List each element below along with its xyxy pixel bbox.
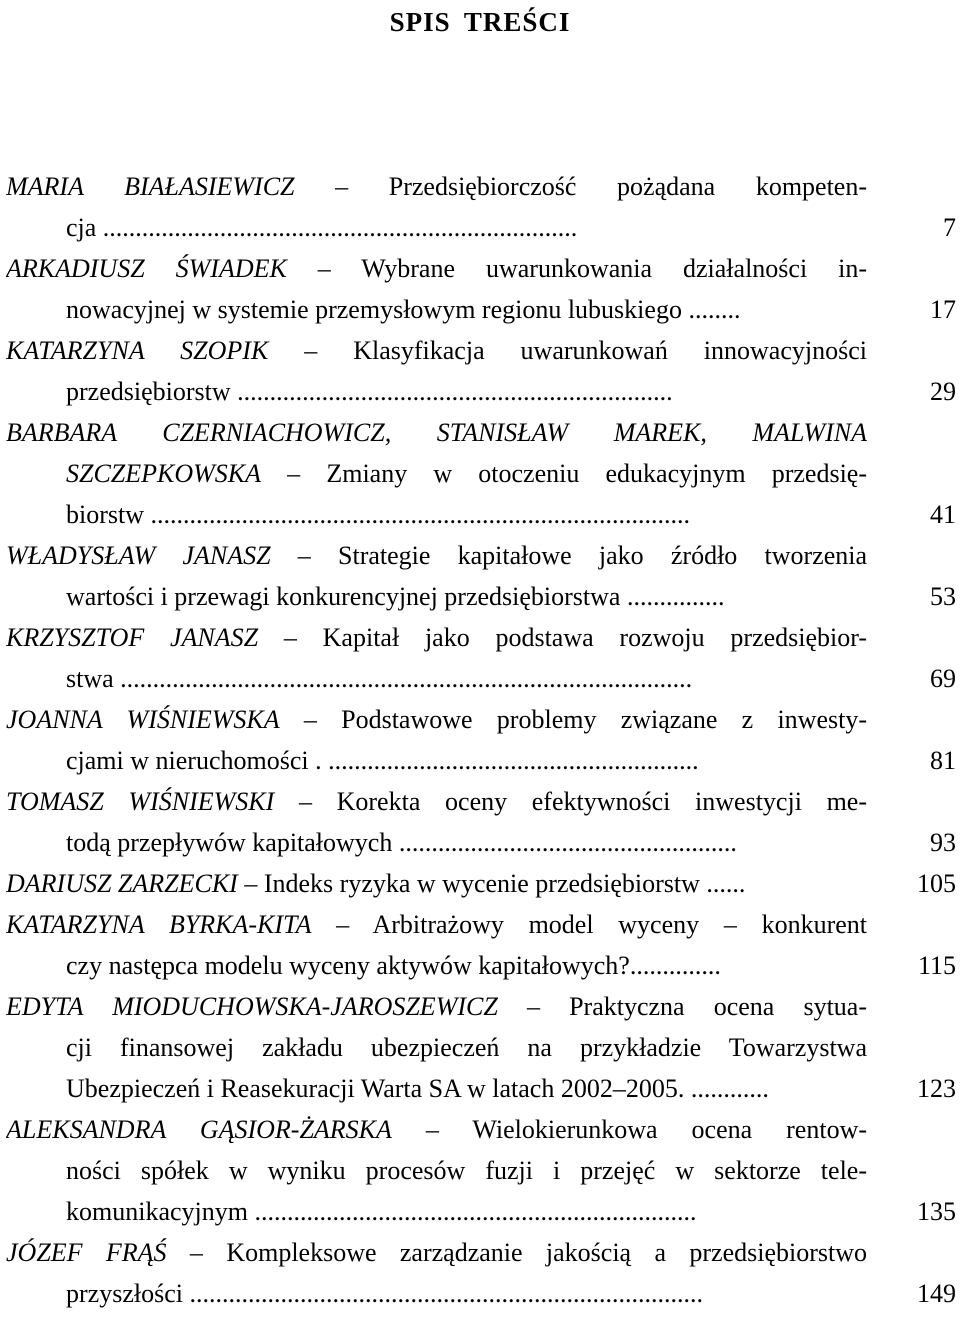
toc-entry-line: [0, 453, 960, 494]
toc-page-number: 93: [930, 828, 956, 857]
toc-dash: –: [258, 623, 323, 652]
toc-entry-line: [0, 207, 960, 248]
toc-dash: –: [497, 992, 570, 1021]
toc-page-number: 123: [917, 1074, 956, 1103]
toc-title-continuation: stwa ........................................................................................: [66, 664, 693, 693]
toc-author: KATARZYNA BYRKA-KITA: [6, 910, 312, 939]
toc-title-continuation: biorstw ...................................................................................: [66, 500, 690, 529]
toc-page-number: 41: [930, 500, 956, 529]
toc-dash: –: [294, 172, 389, 201]
toc-entry-line: [0, 945, 960, 986]
toc-author: BARBARA CZERNIACHOWICZ, STANISŁAW MAREK, MALWINA: [6, 418, 867, 447]
toc-entry-line: [0, 1068, 960, 1109]
toc-title-continuation: przedsiębiorstw ...................................................................: [66, 377, 673, 406]
toc-entry-line: [0, 1150, 960, 1191]
toc-title: Wybrane uwarunkowania działalności in-: [361, 254, 867, 283]
toc-title: Strategie kapitałowe jako źródło tworzenia: [338, 541, 867, 570]
toc-entry-line: [0, 1027, 960, 1068]
toc-title-continuation: cji finansowej zakładu ubezpieczeń na przykładzie Towarzystwa: [66, 1033, 867, 1062]
toc-entry-line: [0, 576, 960, 617]
toc-entry-line: [0, 1109, 960, 1150]
toc-author: MARIA BIAŁASIEWICZ: [6, 172, 295, 201]
toc-author: ALEKSANDRA GĄSIOR-ŻARSKA: [6, 1115, 392, 1144]
toc-page-number: 81: [930, 746, 956, 775]
toc-title-continuation: przyszłości ...............................................................................: [66, 1279, 703, 1308]
toc-title: Zmiany w otoczeniu edukacyjnym przedsię-: [326, 459, 867, 488]
toc-entry-line: [0, 740, 960, 781]
toc-entry-line: [0, 658, 960, 699]
toc-dash: –: [270, 541, 339, 570]
table-of-contents: [0, 166, 960, 1314]
toc-title-continuation: Ubezpieczeń i Reasekuracji Warta SA w latach 2002–2005. ............: [66, 1074, 769, 1103]
toc-page-number: 53: [930, 582, 956, 611]
toc-title-continuation: wartości i przewagi konkurencyjnej przedsiębiorstwa ...............: [66, 582, 725, 611]
page-title: SPIS TREŚCI: [389, 7, 571, 37]
toc-title: Korekta oceny efektywności inwestycji me-: [336, 787, 867, 816]
toc-dash: –: [286, 254, 362, 283]
toc-author: KRZYSZTOF JANASZ: [6, 623, 259, 652]
toc-page-number: 17: [930, 295, 956, 324]
toc-page-number: 105: [917, 869, 956, 898]
toc-entry-line: [0, 248, 960, 289]
toc-entry-line: [0, 1273, 960, 1314]
toc-dash: –: [261, 459, 327, 488]
toc-title-continuation: ności spółek w wyniku procesów fuzji i przejęć w sektorze tele-: [66, 1156, 867, 1185]
toc-title: Kompleksowe zarządzanie jakością a przedsiębiorstwo: [226, 1238, 867, 1267]
toc-page-number: 149: [917, 1279, 956, 1308]
toc-author: KATARZYNA SZOPIK: [6, 336, 269, 365]
toc-title: Przedsiębiorczość pożądana kompeten-: [388, 172, 867, 201]
toc-entry-line: [0, 371, 960, 412]
toc-title-continuation: cja .........................................................................: [66, 213, 578, 242]
toc-entry-line: [0, 412, 960, 453]
toc-entry-line: [0, 1232, 960, 1273]
toc-page-number: 115: [917, 951, 956, 980]
toc-entry-line: [0, 166, 960, 207]
toc-title: Arbitrażowy model wyceny – konkurent: [372, 910, 867, 939]
toc-dash: –: [166, 1238, 227, 1267]
toc-title: Indeks ryzyka w wycenie przedsiębiorstw ......: [263, 869, 746, 898]
toc-title-continuation: czy następca modelu wyceny aktywów kapitałowych?..............: [66, 951, 721, 980]
toc-entry-line: [0, 1191, 960, 1232]
toc-page-number: 135: [917, 1197, 956, 1226]
toc-entry-line: [0, 904, 960, 945]
toc-dash: –: [311, 910, 373, 939]
toc-author: SZCZEPKOWSKA: [66, 459, 262, 488]
toc-title-continuation: nowacyjnej w systemie przemysłowym regionu lubuskiego ........: [66, 295, 741, 324]
toc-title: Podstawowe problemy związane z inwesty-: [341, 705, 867, 734]
toc-title-continuation: cjami w nieruchomości . .........................................................: [66, 746, 699, 775]
toc-author: TOMASZ WIŚNIEWSKI: [6, 787, 275, 816]
toc-author: JÓZEF FRĄŚ: [6, 1238, 167, 1267]
toc-entry-line: [0, 289, 960, 330]
toc-author: DARIUSZ ZARZECKI: [6, 869, 238, 898]
toc-entry-line: [0, 494, 960, 535]
toc-title: Klasyfikacja uwarunkowań innowacyjności: [353, 336, 867, 365]
toc-dash: –: [237, 869, 264, 898]
toc-author: ARKADIUSZ ŚWIADEK: [6, 254, 287, 283]
toc-author: EDYTA MIODUCHOWSKA-JAROSZEWICZ: [6, 992, 498, 1021]
toc-title-continuation: todą przepływów kapitałowych ....................................................: [66, 828, 737, 857]
toc-dash: –: [274, 787, 337, 816]
toc-title: Kapitał jako podstawa rozwoju przedsiębior-: [322, 623, 867, 652]
toc-author: WŁADYSŁAW JANASZ: [6, 541, 271, 570]
toc-entry-line: [0, 617, 960, 658]
toc-entry-line: [0, 781, 960, 822]
toc-page-number: 29: [930, 377, 956, 406]
toc-page-number: 7: [943, 213, 956, 242]
toc-entry-line: [0, 822, 960, 863]
toc-entry-line: [0, 863, 960, 904]
toc-dash: –: [268, 336, 354, 365]
toc-author: JOANNA WIŚNIEWSKA: [6, 705, 280, 734]
toc-title-continuation: komunikacyjnym ....................................................................: [66, 1197, 697, 1226]
toc-title: Praktyczna ocena sytua-: [569, 992, 867, 1021]
toc-entry-line: [0, 535, 960, 576]
toc-title: Wielokierunkowa ocena rentow-: [472, 1115, 867, 1144]
toc-entry-line: [0, 986, 960, 1027]
toc-dash: –: [391, 1115, 473, 1144]
toc-dash: –: [279, 705, 342, 734]
toc-entry-line: [0, 330, 960, 371]
toc-page-number: 69: [930, 664, 956, 693]
toc-entry-line: [0, 699, 960, 740]
